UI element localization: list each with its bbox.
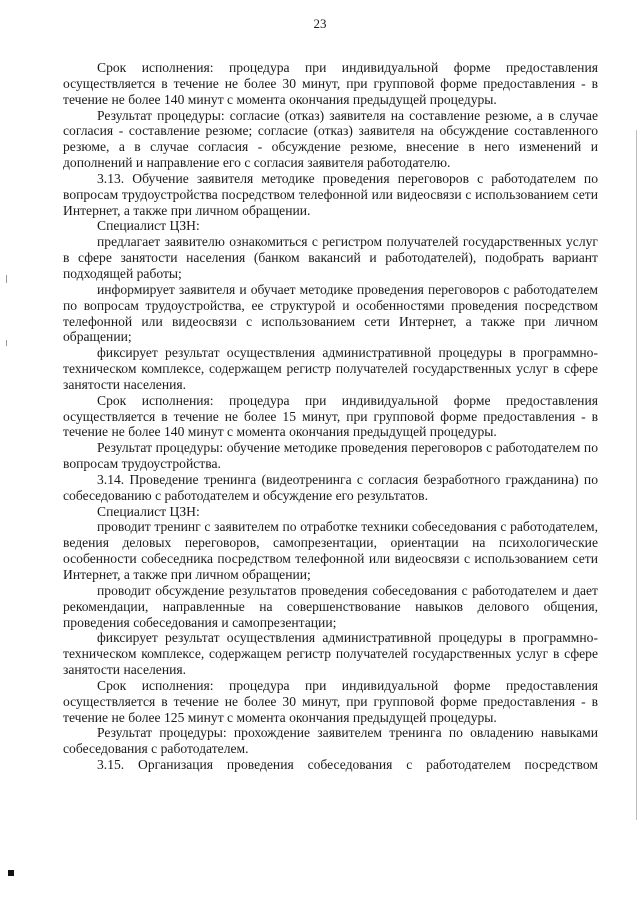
scan-edge-mark — [8, 870, 14, 876]
paragraph-deadline-3: Срок исполнения: процедура при индивидуальной форме предоставления осуществляется в течение не более 30 минут, при групповой форме предоставления - в течение не более 125 минут с момента окончания предыдущей процедуры. — [63, 677, 598, 725]
paragraph-records-1: фиксирует результат осуществления административной процедуры в программно-техническом комплексе, содержащем регистр получателей государственных услуг в сфере занятости населения. — [63, 345, 598, 392]
paragraph-result-2: Результат процедуры: обучение методике проведения переговоров с работодателем по вопросам трудоустройства. — [63, 440, 598, 472]
paragraph-informs: информирует заявителя и обучает методике проведения переговоров с работодателем по вопросам трудоустройства, ее структурой и особенностями проведения посредством телефонной или видеосвязи с использованием сети Интернет, а также при личном обращении; — [63, 281, 598, 345]
paragraph-deadline-2: Срок исполнения: процедура при индивидуальной форме предоставления осуществляется в течение не более 15 минут, при групповой форме предоставления - в течение не более 140 минут с момента окончания предыдущей процедуры. — [63, 392, 598, 440]
paragraph-result-3: Результат процедуры: прохождение заявителем тренинга по овладению навыками собеседования с работодателем. — [63, 725, 598, 757]
paragraph-training: проводит тренинг с заявителем по отработке техники собеседования с работодателем, ведения деловых переговоров, самопрезентации, ориентации на психологические особенности собеседника посредством телефонной или видеосвязи с использованием сети Интернет, а также при личном обращении; — [63, 519, 598, 582]
scan-left-tick — [6, 275, 7, 283]
paragraph-offers: предлагает заявителю ознакомиться с регистром получателей государственных услуг в сфере занятости населения (банком вакансий и работодателей), подобрать вариант подходящей работы; — [63, 234, 598, 281]
paragraph-result-1: Результат процедуры: согласие (отказ) заявителя на составление резюме, а в случае согласия - составление резюме; согласие (отказ) заявителя на обсуждение составленного резюме, а в случае согласия - обсуждение резюме, внесение в него изменений и дополнений и направление его с согласия заявителя работодателю. — [63, 107, 598, 171]
paragraph-specialist-1: Специалист ЦЗН: — [97, 218, 200, 234]
scan-edge-line — [636, 130, 637, 820]
paragraph-deadline-1: Срок исполнения: процедура при индивидуальной форме предоставления осуществляется в течение не более 30 минут, при групповой форме предоставления - в течение не более 140 минут с момента окончания предыдущей процедуры. — [63, 60, 598, 107]
scan-left-tick — [6, 340, 7, 346]
document-body — [63, 60, 598, 773]
paragraph-discussion: проводит обсуждение результатов проведения собеседования с работодателем и дает рекомендации, направленные на совершенствование навыков делового общения, проведения собеседования и самопрезентации; — [63, 582, 598, 630]
paragraph-records-2: фиксирует результат осуществления административной процедуры в программно-техническом комплексе, содержащем регистр получателей государственных услуг в сфере занятости населения. — [63, 630, 598, 678]
paragraph-specialist-2: Специалист ЦЗН: — [97, 503, 200, 519]
paragraph-section-3-15: 3.15. Организация проведения собеседования с работодателем посредством — [97, 757, 598, 773]
page-number: 23 — [313, 16, 327, 31]
paragraph-section-3-14: 3.14. Проведение тренинга (видеотренинга с согласия безработного гражданина) по собеседованию с работодателем и обсуждение его результатов. — [63, 471, 598, 503]
paragraph-section-3-13: 3.13. Обучение заявителя методике проведения переговоров с работодателем по вопросам трудоустройства посредством телефонной или видеосвязи с использованием сети Интернет, а также при личном обращении. — [63, 170, 598, 218]
